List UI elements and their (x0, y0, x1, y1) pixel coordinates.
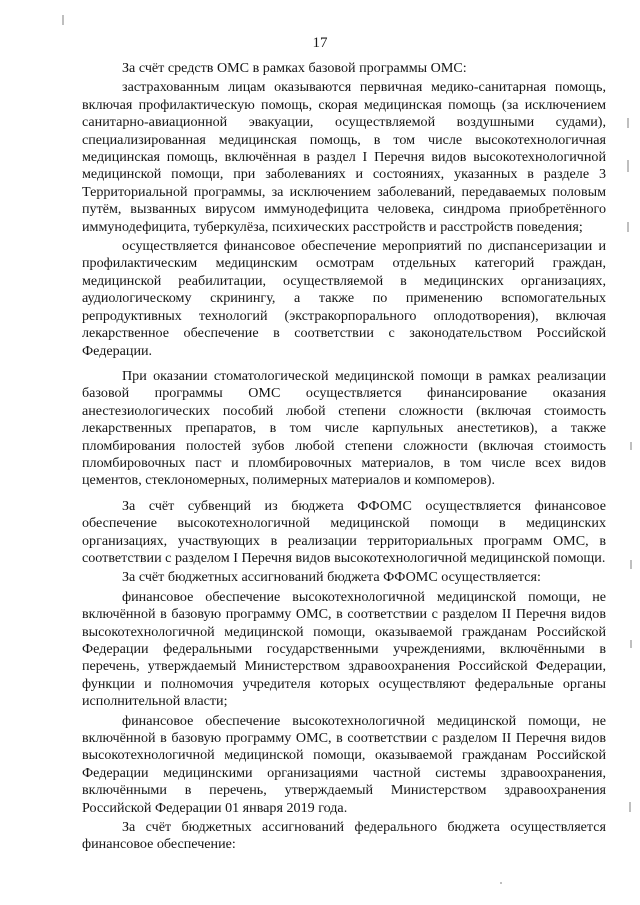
paragraph-dental-care: При оказании стоматологической медицинской помощи в рамках реализации базовой программы ОМС осуществляется финансирование оказания анестезиологических пособий любой степени сложности (включая стоимость лекарственных препаратов, в том числе карпульных анестетиков), а также пломбирования полостей зубов любой степени сложности (включая стоимость пломбировочных паст и пломбировочных материалов, в том числе всех видов цементов, стеклономерных, полимерных материалов и компомеров). (82, 367, 606, 489)
scan-artifact (630, 640, 632, 648)
paragraph-oms-intro: За счёт средств ОМС в рамках базовой программы ОМС: (122, 60, 467, 76)
scan-artifact (627, 222, 629, 232)
scan-artifact (62, 15, 64, 25)
paragraph-ffoms-budget: За счёт бюджетных ассигнований бюджета ФФОМС осуществляется: (122, 569, 541, 586)
scan-artifact (500, 882, 502, 884)
scan-artifact (627, 118, 629, 128)
paragraph-private-organizations: финансовое обеспечение высокотехнологичной медицинской помощи, не включённой в базовую программу ОМС, в соответствии с разделом II Перечня видов высокотехнологичной медицинской помощи, оказываемой гражданам Российской Федерации медицинскими организациями частной системы здравоохранения, включёнными в перечень, утверждаемый Министерством здравоохранения Российской Федерации 01 января 2019 года. (82, 712, 606, 816)
paragraph-insured-persons: застрахованным лицам оказываются первичная медико-санитарная помощь, включая профилактическую помощь, скорая медицинская помощь (за исключением санитарно-авиационной эвакуации, осуществляемой воздушными судами), специализированная медицинская помощь, в том числе высокотехнологичная медицинская помощь, включённая в раздел I Перечня видов высокотехнологичной медицинской помощи, при заболеваниях и состояниях, указанных в разделе 3 Территориальной программы, за исключением заболеваний, передаваемых половым путём, вызванных вирусом иммунодефицита человека, синдрома приобретённого иммунодефицита, туберкулёза, психических расстройств и расстройств поведения; (82, 79, 606, 235)
scan-artifact (629, 802, 631, 812)
scan-artifact (630, 442, 632, 450)
paragraph-federal-institutions: финансовое обеспечение высокотехнологичной медицинской помощи, не включённой в базовую программу ОМС, в соответствии с разделом II Перечня видов высокотехнологичной медицинской помощи, оказываемой гражданам Российской Федерации федеральными государственными учреждениями, включёнными в перечень, утверждаемый Министерством здравоохранения Российской Федерации, функции и полномочия учредителя которых осуществляют федеральные органы исполнительной власти; (82, 588, 606, 710)
page-number: 17 (312, 35, 328, 51)
paragraph-federal-budget: За счёт бюджетных ассигнований федерального бюджета осуществляется финансовое обеспечение: (82, 819, 606, 853)
paragraph-ffoms-subventions: За счёт субвенций из бюджета ФФОМС осуществляется финансовое обеспечение высокотехнологичной медицинской помощи в медицинских организациях, участвующих в реализации территориальных программ ОМС, в соответствии с разделом I Перечня видов высокотехнологичной медицинской помощи. (82, 497, 606, 566)
document-body (82, 60, 606, 856)
paragraph-financing-measures: осуществляется финансовое обеспечение мероприятий по диспансеризации и профилактическим медицинским осмотрам отдельных категорий граждан, медицинской реабилитации, осуществляемой в медицинских организациях, аудиологическому скринингу, а также по применению вспомогательных репродуктивных технологий (экстракорпорального оплодотворения), включая лекарственное обеспечение в соответствии с законодательством Российской Федерации. (82, 238, 606, 359)
scan-artifact (627, 160, 629, 172)
scan-artifact (630, 560, 632, 569)
